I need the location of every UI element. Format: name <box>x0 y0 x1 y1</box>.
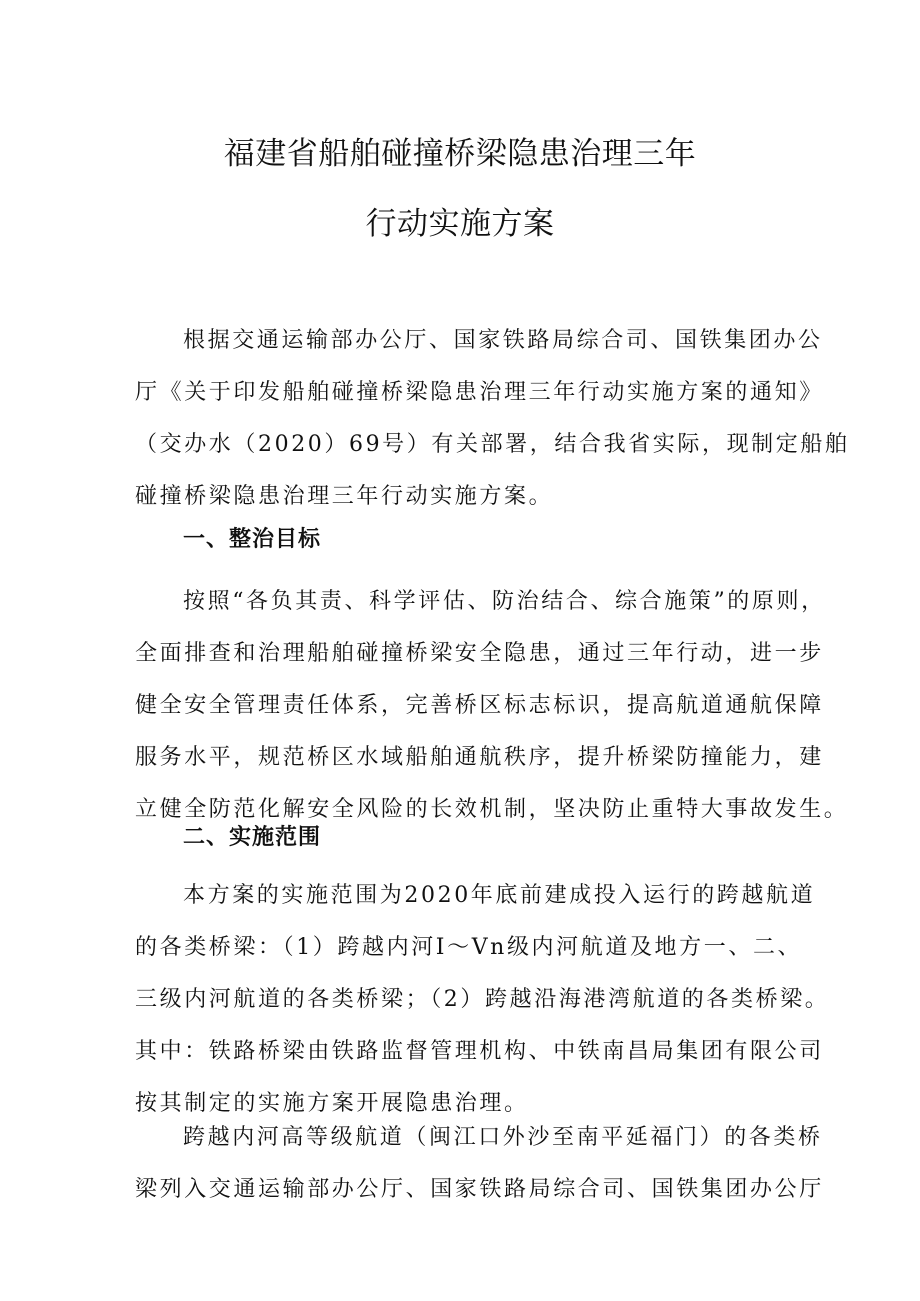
section-2-line: 三级内河航道的各类桥梁；（2）跨越沿海港湾航道的各类桥梁。 <box>135 987 830 1012</box>
document-title-line-2: 行动实施方案 <box>365 206 555 242</box>
intro-line: （交办水（2020）69号）有关部署，结合我省实际，现制定船舶 <box>135 432 850 457</box>
intro-line: 碰撞桥梁隐患治理三年行动实施方案。 <box>135 484 554 509</box>
section-2-line: 按其制定的实施方案开展隐患治理。 <box>135 1091 529 1116</box>
section-1-line: 全面排查和治理船舶碰撞桥梁安全隐患，通过三年行动，进一步 <box>135 641 824 666</box>
section-1-line: 按照“各负其责、科学评估、防治结合、综合施策”的原则， <box>183 589 826 614</box>
section-2-para2-line: 跨越内河高等级航道（闽江口外沙至南平延福门）的各类桥 <box>183 1125 823 1150</box>
section-2-para2-line: 梁列入交通运输部办公厅、国家铁路局综合司、国铁集团办公厅 <box>135 1177 824 1202</box>
section-1-line: 立健全防范化解安全风险的长效机制，坚决防止重特大事故发生。 <box>135 797 849 822</box>
section-1-line: 健全安全管理责任体系，完善桥区标志标识，提高航道通航保障 <box>135 693 824 718</box>
section-2-line: 本方案的实施范围为2020年底前建成投入运行的跨越航道 <box>183 883 816 908</box>
intro-paragraph <box>135 315 850 523</box>
intro-line: 厅《关于印发船舶碰撞桥梁隐患治理三年行动实施方案的通知》 <box>135 380 824 405</box>
document-title-line-1: 福建省船舶碰撞桥梁隐患治理三年 <box>223 136 697 172</box>
section-2-heading: 二、实施范围 <box>183 825 322 850</box>
section-1-paragraph <box>135 576 849 836</box>
section-2-paragraph-2 <box>135 1112 824 1216</box>
section-1-heading: 一、整治目标 <box>183 527 322 552</box>
section-2-line: 其中：铁路桥梁由铁路监督管理机构、中铁南昌局集团有限公司 <box>135 1039 824 1064</box>
section-2-line: 的各类桥梁：（1）跨越内河Ⅰ～Vn级内河航道及地方一、二、 <box>135 935 803 960</box>
section-2-paragraph <box>135 870 830 1130</box>
intro-line: 根据交通运输部办公厅、国家铁路局综合司、国铁集团办公 <box>183 328 823 353</box>
section-1-line: 服务水平，规范桥区水域船舶通航秩序，提升桥梁防撞能力，建 <box>135 745 824 770</box>
